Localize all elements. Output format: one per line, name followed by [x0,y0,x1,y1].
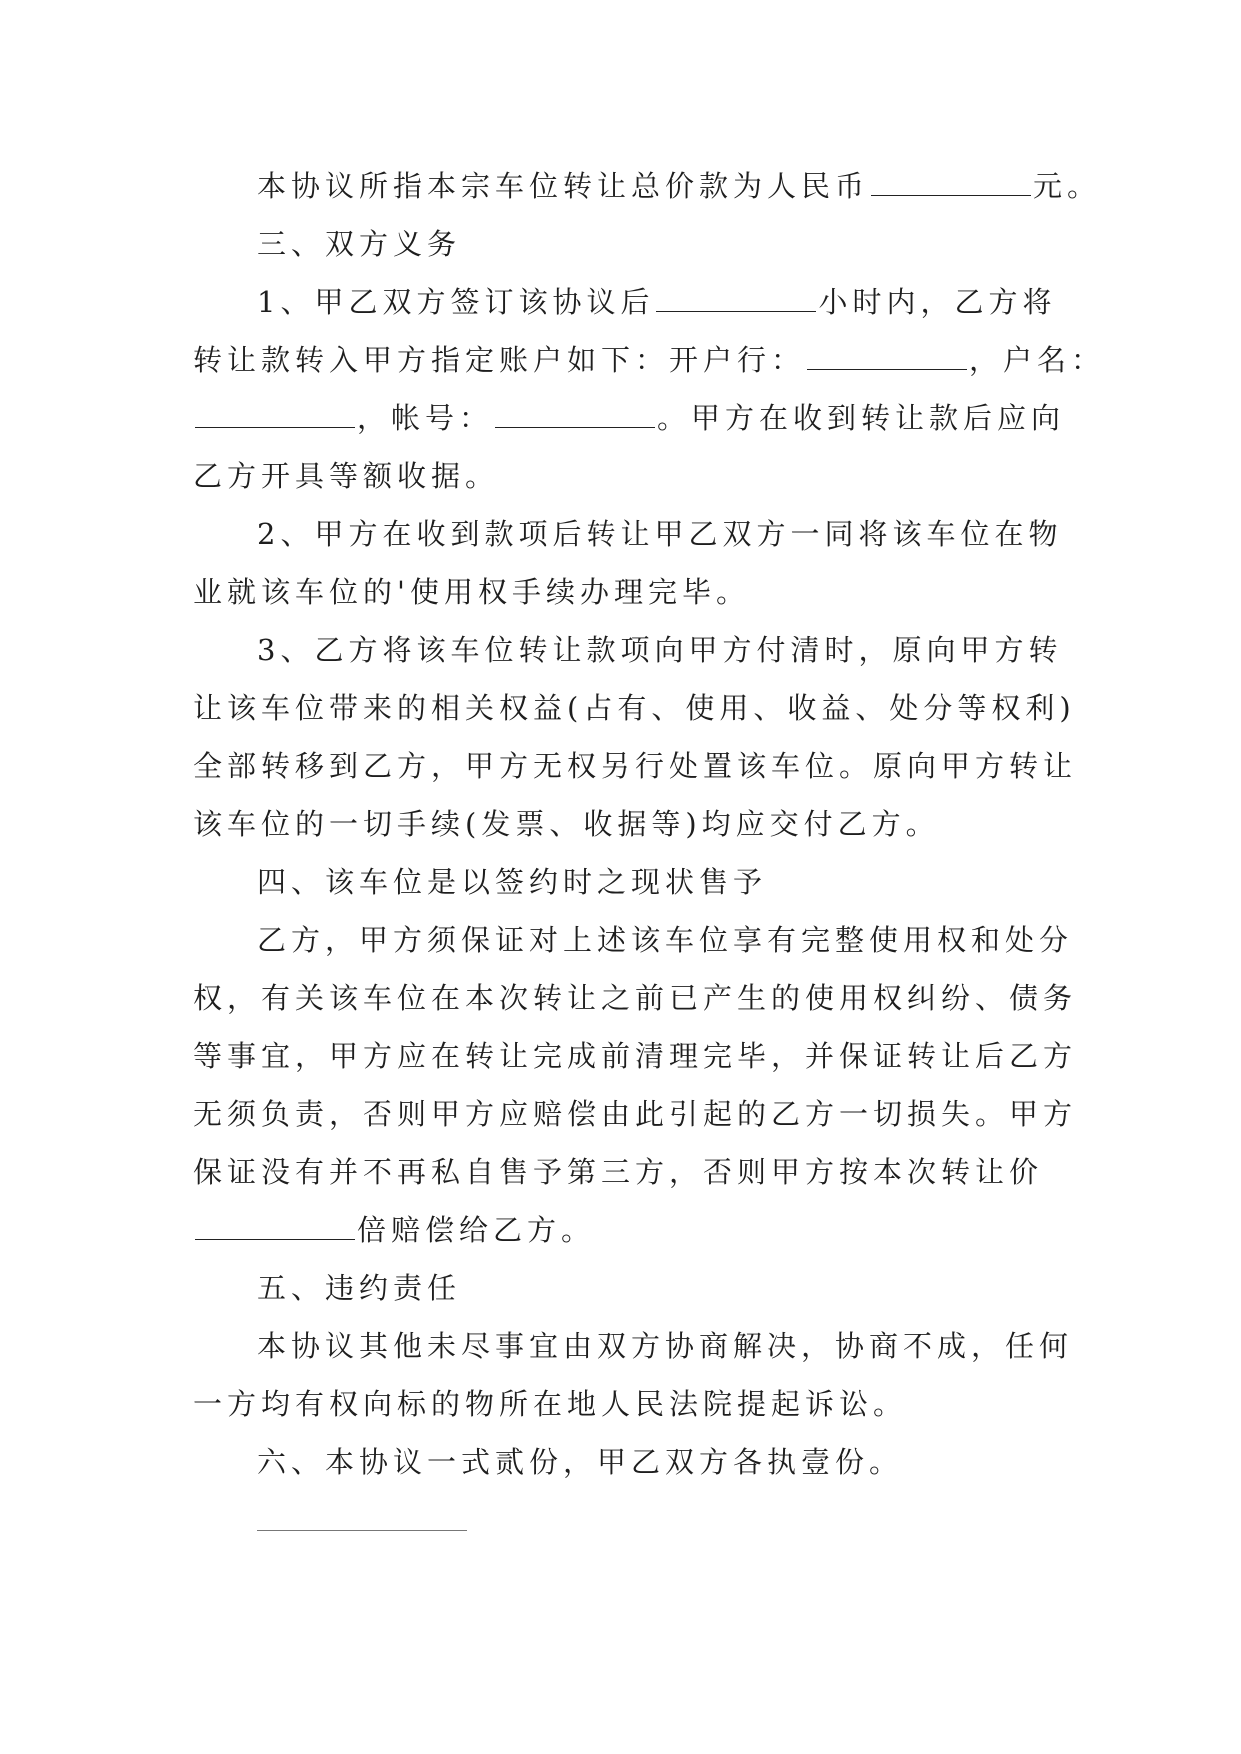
text-segment: 倍赔偿给乙方。 [357,1213,596,1247]
text-segment: 2、甲方在收到款项后转让甲乙双方一同将该车位在物 [257,517,1063,551]
text-segment: 本协议所指本宗车位转让总价款为人民币 [257,169,870,203]
text-segment: 一方均有权向标的物所在地人民法院提起诉讼。 [193,1387,908,1421]
paragraph-line [193,806,940,842]
text-segment: 1、甲乙双方签订该协议后 [257,285,655,319]
text-segment: 业就该车位的'使用权手续办理完毕。 [193,575,750,609]
text-segment: 小时内，乙方将 [818,285,1057,319]
text-segment: 乙方，甲方须保证对上述该车位享有完整使用权和处分 [257,923,1074,957]
section-heading [257,1444,903,1480]
text-segment: ，户名： [969,343,1106,377]
paragraph-line [257,168,1101,204]
paragraph-line [193,1386,907,1422]
paragraph-line [257,284,1056,320]
paragraph-line [193,1096,1077,1132]
text-segment: 转让款转入甲方指定账户如下：开户行： [193,343,806,377]
text-segment: 等事宜，甲方应在转让完成前清理完毕，并保证转让后乙方 [193,1039,1078,1073]
fill-in-blank [871,171,1031,196]
section-heading [257,864,767,900]
paragraph-line [193,1038,1077,1074]
text-segment: 该车位的一切手续(发票、收据等)均应交付乙方。 [193,807,940,841]
heading-text: 三、双方义务 [257,227,462,261]
heading-text: 五、违约责任 [257,1271,462,1305]
text-segment: 本协议其他未尽事宜由双方协商解决，协商不成，任何 [257,1329,1074,1363]
text-segment: 无须负责，否则甲方应赔偿由此引起的乙方一切损失。甲方 [193,1097,1078,1131]
fill-in-blank [656,287,816,312]
text-segment: 。甲方在收到转让款后应向 [657,401,1066,435]
text-segment: 元。 [1033,169,1102,203]
paragraph-line [193,342,1105,378]
section-heading [257,1270,461,1306]
paragraph-line [257,922,1073,958]
fill-in-blank [195,1215,355,1240]
fill-in-blank [195,403,355,428]
paragraph-line [193,980,1077,1016]
paragraph-line [193,1154,1043,1190]
paragraph-line [257,632,1062,668]
text-segment: 乙方开具等额收据。 [193,459,500,493]
fill-in-blank [807,345,967,370]
paragraph-line [193,458,499,494]
fill-in-blank [495,403,655,428]
text-segment: 让该车位带来的相关权益(占有、使用、收益、处分等权利) [193,691,1076,725]
text-segment: 全部转移到乙方，甲方无权另行处置该车位。原向甲方转让 [193,749,1078,783]
paragraph-line [193,1212,595,1248]
footnote-separator [257,1530,467,1531]
paragraph-line [257,1328,1073,1364]
paragraph-line [193,400,1065,436]
text-segment: 3、乙方将该车位转让款项向甲方付清时，原向甲方转 [257,633,1063,667]
heading-text: 四、该车位是以签约时之现状售予 [257,865,768,899]
text-segment: ，帐号： [357,401,494,435]
paragraph-line [193,690,1076,726]
paragraph-line [193,748,1077,784]
heading-text: 六、本协议一式贰份，甲乙双方各执壹份。 [257,1445,904,1479]
text-segment: 保证没有并不再私自售予第三方，否则甲方按本次转让价 [193,1155,1044,1189]
paragraph-line [257,516,1062,552]
text-segment: 权，有关该车位在本次转让之前已产生的使用权纠纷、债务 [193,981,1078,1015]
section-heading [257,226,461,262]
paragraph-line [193,574,750,610]
